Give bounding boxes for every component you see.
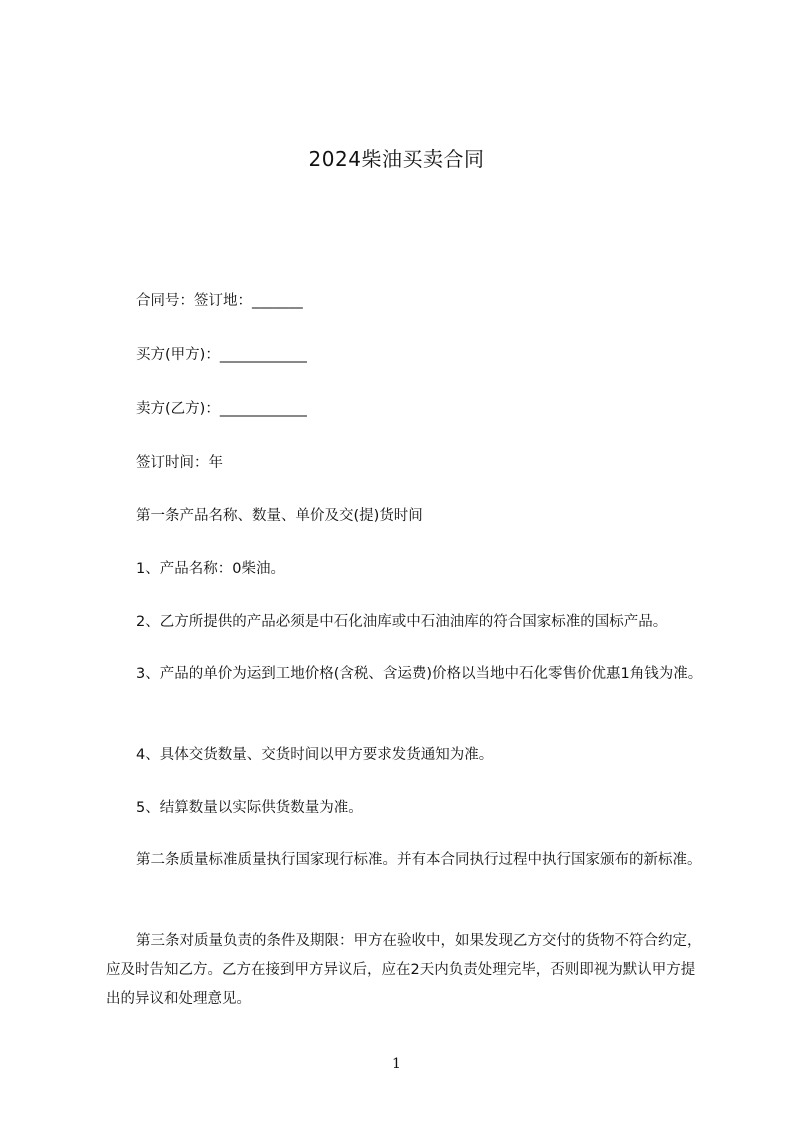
article-2-paragraph: 第二条质量标准质量执行国家现行标准。并有本合同执行过程中执行国家颁布的新标准。	[136, 852, 702, 868]
document-title: 2024柴油买卖合同	[308, 147, 485, 171]
buyer-field: 买方(甲方)：____________	[136, 347, 307, 363]
article-1-item-2: 2、乙方所提供的产品必须是中石化油库或中石油油库的符合国家标准的国标产品。	[136, 614, 668, 630]
page-number: 1	[392, 1056, 401, 1072]
article-1-item-3: 3、产品的单价为运到工地价格(含税、含运费)价格以当地中石化零售价优惠1角钱为准。	[136, 666, 703, 682]
article-1-item-1: 1、产品名称：0柴油。	[136, 561, 285, 577]
article-1-item-4: 4、具体交货数量、交货时间以甲方要求发货通知为准。	[136, 747, 494, 763]
article-1-item-5: 5、结算数量以实际供货数量为准。	[136, 800, 363, 816]
article-3-paragraph: 第三条对质量负责的条件及期限：甲方在验收中，如果发现乙方交付的货物不符合约定，应及时告知乙方。乙方在接到甲方异议后，应在2天内负责处理完毕，否则即视为默认甲方提出的异议和处理意见。	[106, 933, 702, 1007]
seller-field: 卖方(乙方)：____________	[136, 401, 307, 417]
sign-time-field: 签订时间：年	[136, 455, 223, 471]
article-1-heading: 第一条产品名称、数量、单价及交(提)货时间	[136, 508, 423, 524]
contract-number-field: 合同号：签订地：_______	[136, 293, 303, 309]
